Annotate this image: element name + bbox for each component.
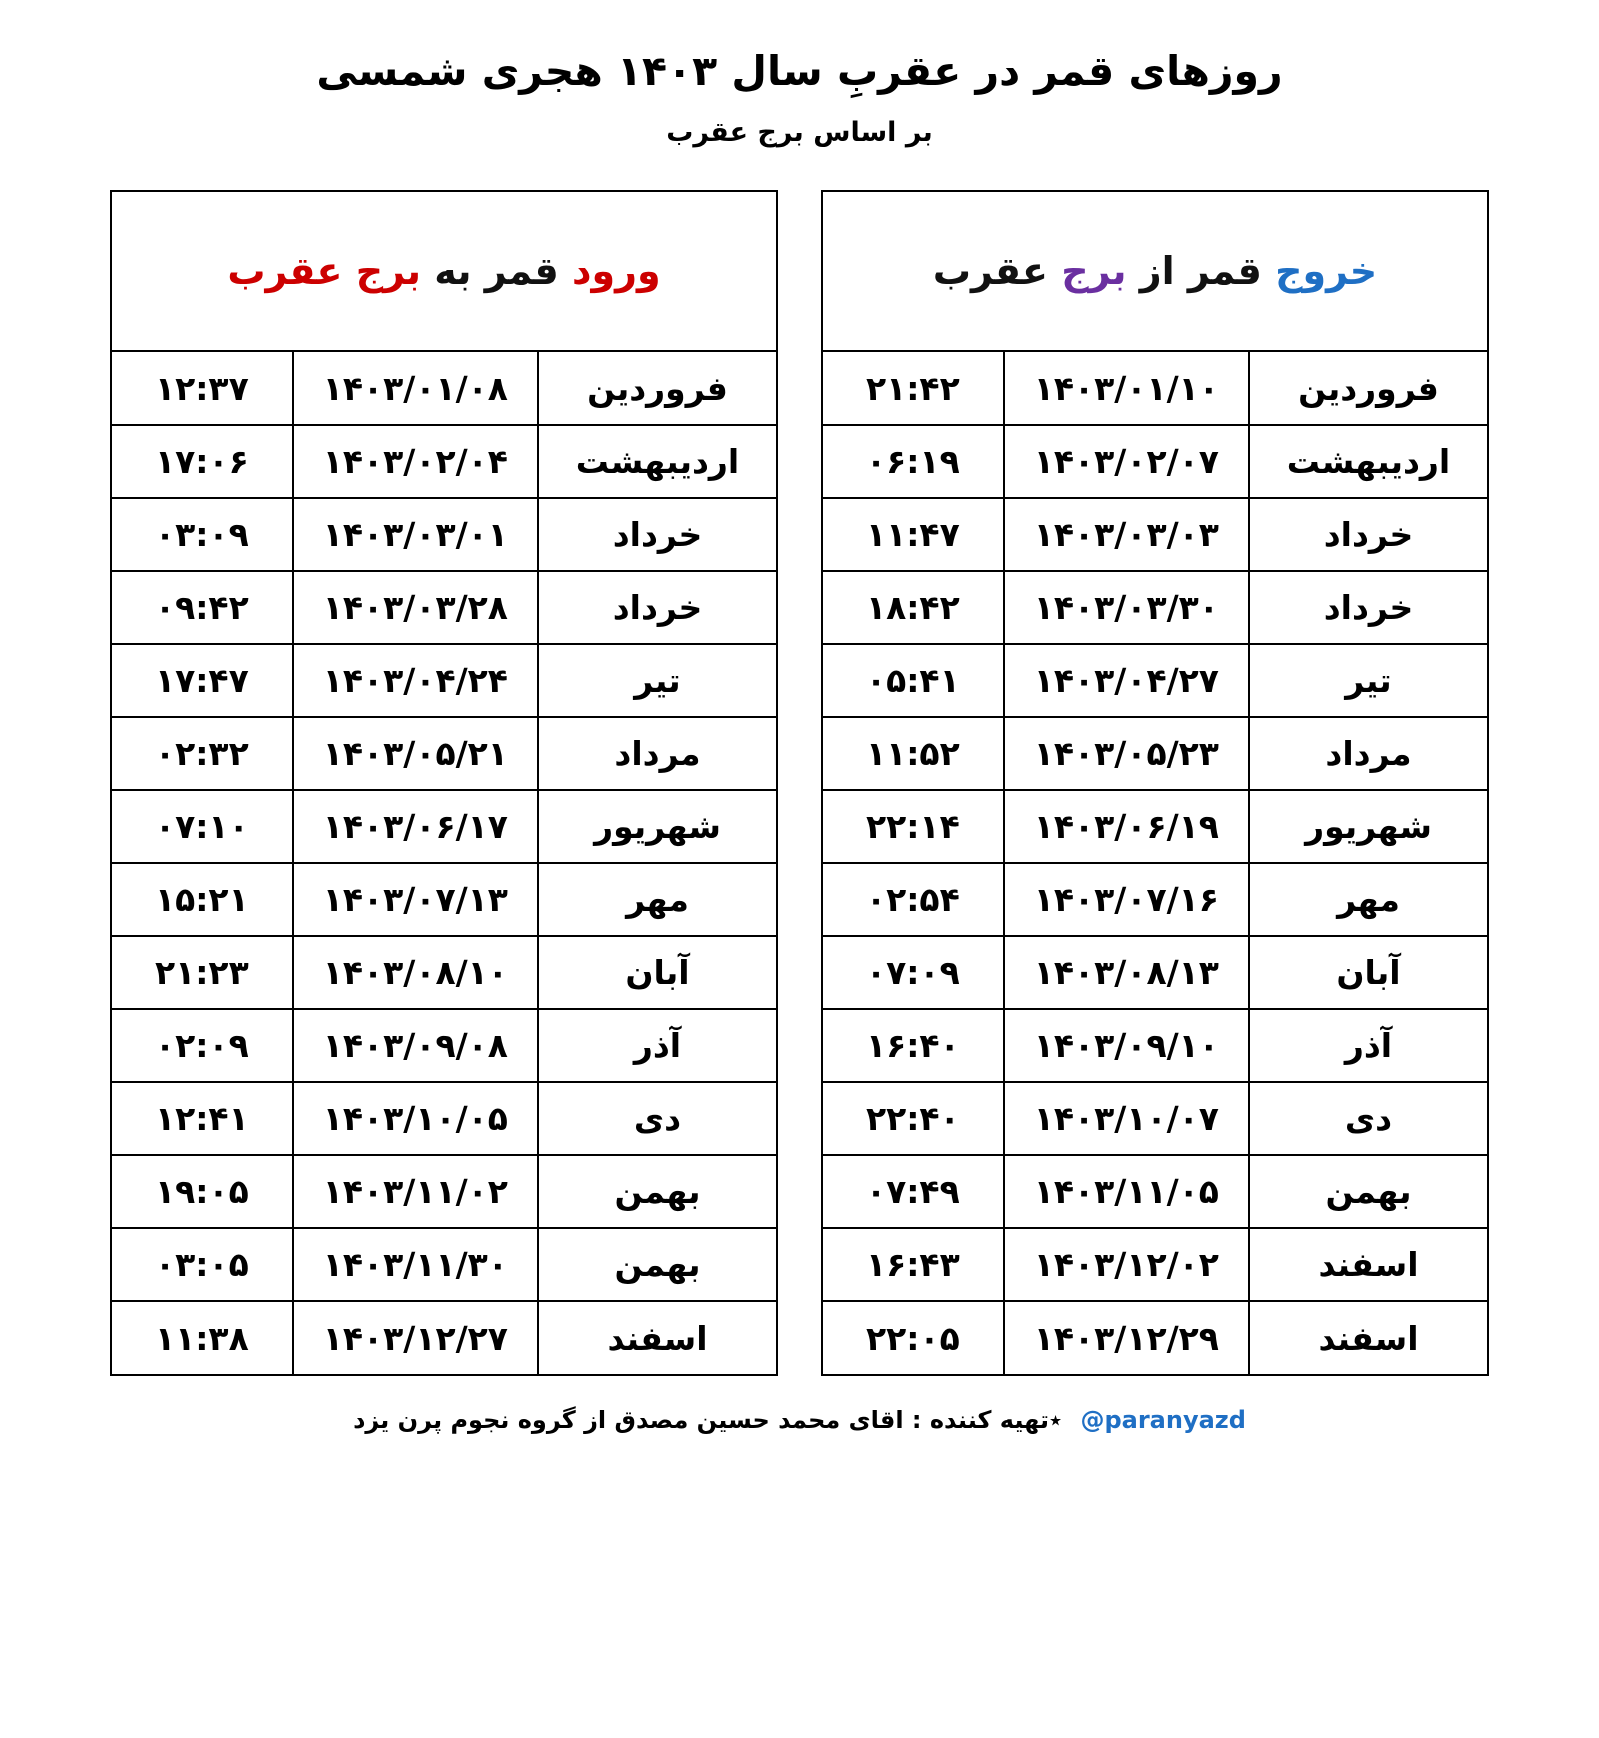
cell-time: ۲۱:۴۲ xyxy=(823,352,1004,425)
cell-month: فروردین xyxy=(1249,352,1487,425)
exit-heading-word-1: خروج xyxy=(1275,248,1378,293)
cell-date: ۱۴۰۳/۰۱/۰۸ xyxy=(293,352,538,425)
cell-time: ۰۷:۰۹ xyxy=(823,936,1004,1009)
table-row xyxy=(823,717,1487,790)
table-row xyxy=(823,1228,1487,1301)
moon-exit-table xyxy=(823,352,1487,1374)
cell-month: مرداد xyxy=(1249,717,1487,790)
cell-time: ۲۲:۰۵ xyxy=(823,1301,1004,1374)
cell-month: اردیبهشت xyxy=(1249,425,1487,498)
credit-text: ٭تهیه کننده : اقای محمد حسین مصدق از گروه نجوم پرن یزد xyxy=(353,1406,1063,1435)
cell-date: ۱۴۰۳/۱۰/۰۵ xyxy=(293,1082,538,1155)
cell-date: ۱۴۰۳/۱۱/۰۲ xyxy=(293,1155,538,1228)
cell-time: ۱۲:۴۱ xyxy=(112,1082,293,1155)
page-footer xyxy=(0,1406,1599,1434)
moon-entry-table-heading xyxy=(112,192,776,352)
cell-time: ۰۲:۰۹ xyxy=(112,1009,293,1082)
cell-time: ۱۱:۴۷ xyxy=(823,498,1004,571)
page-subtitle: بر اساس برج عقرب xyxy=(666,117,933,149)
table-row xyxy=(823,498,1487,571)
cell-month: بهمن xyxy=(538,1155,776,1228)
cell-date: ۱۴۰۳/۱۲/۲۹ xyxy=(1004,1301,1249,1374)
cell-month: شهریور xyxy=(1249,790,1487,863)
cell-month: مهر xyxy=(538,863,776,936)
cell-date: ۱۴۰۳/۰۶/۱۹ xyxy=(1004,790,1249,863)
exit-heading-word-2: قمر از xyxy=(1139,248,1262,293)
cell-time: ۰۲:۵۴ xyxy=(823,863,1004,936)
cell-date: ۱۴۰۳/۰۵/۲۱ xyxy=(293,717,538,790)
cell-date: ۱۴۰۳/۰۲/۰۷ xyxy=(1004,425,1249,498)
table-row xyxy=(112,498,776,571)
cell-time: ۱۲:۳۷ xyxy=(112,352,293,425)
entry-heading-word-2: قمر به xyxy=(434,248,559,293)
entry-heading-word-1: ورود xyxy=(572,248,661,293)
table-row xyxy=(112,863,776,936)
moon-exit-table-body xyxy=(823,352,1487,1374)
cell-month: مهر xyxy=(1249,863,1487,936)
cell-date: ۱۴۰۳/۰۹/۱۰ xyxy=(1004,1009,1249,1082)
cell-time: ۰۶:۱۹ xyxy=(823,425,1004,498)
cell-time: ۱۸:۴۲ xyxy=(823,571,1004,644)
table-row xyxy=(823,1155,1487,1228)
table-row xyxy=(112,644,776,717)
table-row xyxy=(823,1009,1487,1082)
cell-date: ۱۴۰۳/۰۴/۲۷ xyxy=(1004,644,1249,717)
table-row xyxy=(112,1228,776,1301)
table-row xyxy=(823,352,1487,425)
cell-month: آبان xyxy=(538,936,776,1009)
cell-month: اسفند xyxy=(1249,1228,1487,1301)
cell-time: ۱۷:۴۷ xyxy=(112,644,293,717)
cell-date: ۱۴۰۳/۱۲/۰۲ xyxy=(1004,1228,1249,1301)
cell-time: ۰۳:۰۹ xyxy=(112,498,293,571)
cell-date: ۱۴۰۳/۰۷/۱۶ xyxy=(1004,863,1249,936)
table-row xyxy=(823,425,1487,498)
cell-month: تیر xyxy=(1249,644,1487,717)
cell-date: ۱۴۰۳/۰۸/۱۰ xyxy=(293,936,538,1009)
table-row xyxy=(823,1301,1487,1374)
table-row xyxy=(112,1301,776,1374)
entry-heading-word-3: برج xyxy=(355,248,422,293)
cell-time: ۰۲:۳۲ xyxy=(112,717,293,790)
table-row xyxy=(112,1009,776,1082)
cell-date: ۱۴۰۳/۰۳/۰۱ xyxy=(293,498,538,571)
cell-month: خرداد xyxy=(538,498,776,571)
cell-date: ۱۴۰۳/۱۰/۰۷ xyxy=(1004,1082,1249,1155)
cell-date: ۱۴۰۳/۰۹/۰۸ xyxy=(293,1009,538,1082)
cell-month: خرداد xyxy=(1249,571,1487,644)
cell-month: خرداد xyxy=(1249,498,1487,571)
cell-date: ۱۴۰۳/۱۱/۳۰ xyxy=(293,1228,538,1301)
cell-date: ۱۴۰۳/۰۳/۰۳ xyxy=(1004,498,1249,571)
table-row xyxy=(112,936,776,1009)
page-header xyxy=(0,0,1599,148)
cell-month: فروردین xyxy=(538,352,776,425)
cell-time: ۲۲:۴۰ xyxy=(823,1082,1004,1155)
moon-entry-table-body xyxy=(112,352,776,1374)
cell-time: ۱۵:۲۱ xyxy=(112,863,293,936)
exit-heading-word-4: عقرب xyxy=(932,248,1048,293)
cell-month: شهریور xyxy=(538,790,776,863)
cell-date: ۱۴۰۳/۰۳/۳۰ xyxy=(1004,571,1249,644)
cell-month: تیر xyxy=(538,644,776,717)
moon-entry-table-block xyxy=(110,190,778,1376)
cell-date: ۱۴۰۳/۰۵/۲۳ xyxy=(1004,717,1249,790)
cell-month: آذر xyxy=(1249,1009,1487,1082)
cell-month: بهمن xyxy=(538,1228,776,1301)
cell-date: ۱۴۰۳/۰۸/۱۳ xyxy=(1004,936,1249,1009)
tables-container xyxy=(0,190,1599,1376)
cell-date: ۱۴۰۳/۰۴/۲۴ xyxy=(293,644,538,717)
cell-date: ۱۴۰۳/۰۷/۱۳ xyxy=(293,863,538,936)
moon-entry-table xyxy=(112,352,776,1374)
cell-month: آبان xyxy=(1249,936,1487,1009)
cell-time: ۰۷:۱۰ xyxy=(112,790,293,863)
cell-time: ۲۱:۲۳ xyxy=(112,936,293,1009)
table-row xyxy=(823,790,1487,863)
table-row xyxy=(112,717,776,790)
cell-month: آذر xyxy=(538,1009,776,1082)
table-row xyxy=(112,1155,776,1228)
entry-heading-word-4: عقرب xyxy=(227,248,343,293)
moon-exit-table-heading xyxy=(823,192,1487,352)
cell-date: ۱۴۰۳/۰۶/۱۷ xyxy=(293,790,538,863)
cell-date: ۱۴۰۳/۰۳/۲۸ xyxy=(293,571,538,644)
cell-month: اردیبهشت xyxy=(538,425,776,498)
cell-date: ۱۴۰۳/۰۱/۱۰ xyxy=(1004,352,1249,425)
table-row xyxy=(823,571,1487,644)
cell-month: بهمن xyxy=(1249,1155,1487,1228)
page-title: روزهای قمر در عقربِ سال ۱۴۰۳ هجری شمسی xyxy=(316,47,1283,95)
cell-month: خرداد xyxy=(538,571,776,644)
exit-heading-word-3: برج xyxy=(1061,248,1127,293)
cell-time: ۱۷:۰۶ xyxy=(112,425,293,498)
cell-time: ۰۷:۴۹ xyxy=(823,1155,1004,1228)
cell-month: اسفند xyxy=(538,1301,776,1374)
cell-time: ۲۲:۱۴ xyxy=(823,790,1004,863)
cell-month: دی xyxy=(1249,1082,1487,1155)
cell-time: ۰۵:۴۱ xyxy=(823,644,1004,717)
table-row xyxy=(823,936,1487,1009)
cell-month: اسفند xyxy=(1249,1301,1487,1374)
social-handle[interactable]: @paranyazd xyxy=(1080,1406,1246,1435)
cell-time: ۱۶:۴۳ xyxy=(823,1228,1004,1301)
cell-date: ۱۴۰۳/۱۲/۲۷ xyxy=(293,1301,538,1374)
cell-month: دی xyxy=(538,1082,776,1155)
cell-date: ۱۴۰۳/۱۱/۰۵ xyxy=(1004,1155,1249,1228)
cell-month: مرداد xyxy=(538,717,776,790)
cell-date: ۱۴۰۳/۰۲/۰۴ xyxy=(293,425,538,498)
table-row xyxy=(112,1082,776,1155)
moon-exit-table-block xyxy=(821,190,1489,1376)
cell-time: ۰۹:۴۲ xyxy=(112,571,293,644)
cell-time: ۱۱:۵۲ xyxy=(823,717,1004,790)
table-row xyxy=(112,790,776,863)
cell-time: ۱۶:۴۰ xyxy=(823,1009,1004,1082)
table-row xyxy=(112,352,776,425)
table-row xyxy=(112,571,776,644)
cell-time: ۰۳:۰۵ xyxy=(112,1228,293,1301)
table-row xyxy=(112,425,776,498)
cell-time: ۱۹:۰۵ xyxy=(112,1155,293,1228)
table-row xyxy=(823,863,1487,936)
cell-time: ۱۱:۳۸ xyxy=(112,1301,293,1374)
table-row xyxy=(823,644,1487,717)
table-row xyxy=(823,1082,1487,1155)
